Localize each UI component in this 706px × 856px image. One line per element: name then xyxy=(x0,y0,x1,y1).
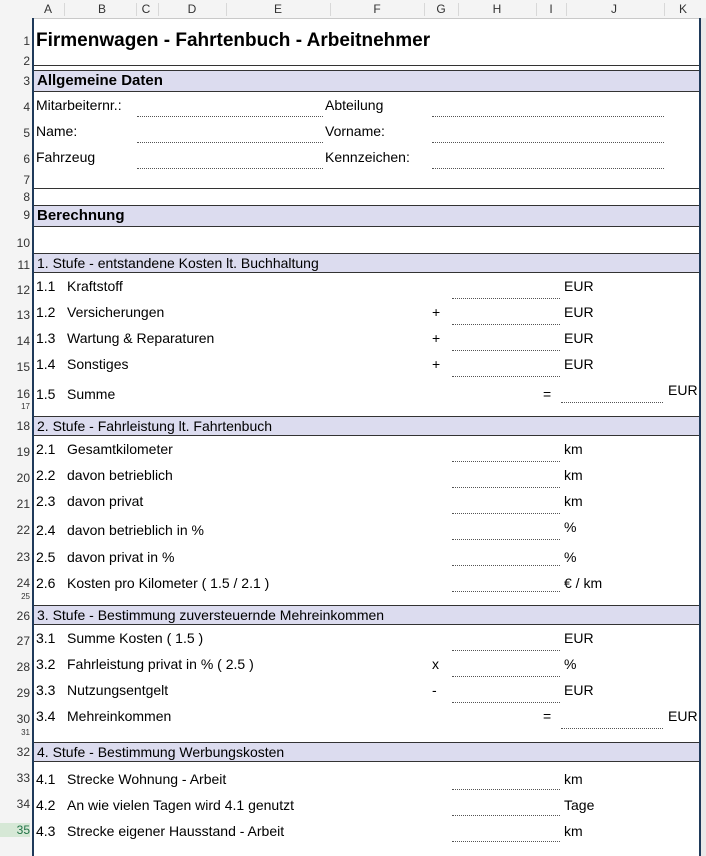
row-header[interactable]: 28 xyxy=(16,660,30,674)
item-label: Strecke Wohnung - Arbeit xyxy=(67,771,227,787)
item-label: davon betrieblich xyxy=(67,467,173,483)
vehicle-field[interactable] xyxy=(137,167,323,169)
column-divider xyxy=(566,3,567,16)
row-header[interactable]: 12 xyxy=(16,283,30,297)
item-unit: EUR xyxy=(564,330,594,346)
row-header[interactable]: 10 xyxy=(16,236,30,250)
item-number: 1.3 xyxy=(36,330,56,346)
row-header[interactable]: 24 xyxy=(16,576,30,590)
item-unit: % xyxy=(564,656,577,672)
row-header[interactable]: 2 xyxy=(23,54,30,68)
row-header[interactable]: 16 xyxy=(16,387,30,401)
column-divider xyxy=(226,3,227,16)
column-header-d[interactable]: D xyxy=(187,2,197,16)
item-unit: % xyxy=(564,549,577,565)
item-label: Kraftstoff xyxy=(67,278,123,294)
item-number: 4.2 xyxy=(36,797,56,813)
employee-no-field[interactable] xyxy=(137,115,323,117)
row-header[interactable]: 31 xyxy=(21,728,30,737)
plate-label: Kennzeichen: xyxy=(325,149,410,165)
value-field[interactable] xyxy=(452,701,560,703)
column-divider xyxy=(64,3,65,16)
column-header-g[interactable]: G xyxy=(436,2,446,16)
item-label: Wartung & Reparaturen xyxy=(67,330,215,346)
row-header[interactable]: 19 xyxy=(16,445,30,459)
item-number: 1.4 xyxy=(36,356,56,372)
row-header-bar xyxy=(0,18,33,856)
item-label: Summe Kosten ( 1.5 ) xyxy=(67,630,204,646)
row-header[interactable]: 11 xyxy=(17,258,30,272)
stage-title: 2. Stufe - Fahrleistung lt. Fahrtenbuch xyxy=(37,418,273,434)
item-number: 3.4 xyxy=(36,708,56,724)
result-field[interactable] xyxy=(561,727,663,729)
operator: + xyxy=(432,330,441,346)
row-header[interactable]: 17 xyxy=(21,402,30,411)
value-field[interactable] xyxy=(452,323,560,325)
item-label: Sonstiges xyxy=(67,356,129,372)
section-title: Berechnung xyxy=(37,207,125,224)
operator: = xyxy=(543,708,552,724)
column-header-bar xyxy=(0,0,706,19)
value-field[interactable] xyxy=(452,649,560,651)
page-title: Firmenwagen - Fahrtenbuch - Arbeitnehmer xyxy=(36,30,431,51)
scrollbar[interactable] xyxy=(701,18,706,856)
stage4-header xyxy=(34,742,699,762)
row-header[interactable]: 8 xyxy=(23,190,30,204)
row-header[interactable]: 34 xyxy=(16,797,30,811)
value-field[interactable] xyxy=(452,590,560,592)
divider xyxy=(34,65,699,66)
item-unit: km xyxy=(564,441,583,457)
column-header-b[interactable]: B xyxy=(97,2,107,16)
first-name-field[interactable] xyxy=(432,141,664,143)
item-unit: € / km xyxy=(564,575,603,591)
item-label: Fahrleistung privat in % ( 2.5 ) xyxy=(67,656,254,672)
row-header[interactable]: 15 xyxy=(16,360,30,374)
section-title: Allgemeine Daten xyxy=(37,72,163,89)
item-label: davon betrieblich in % xyxy=(67,522,204,538)
row-header[interactable]: 22 xyxy=(16,523,30,537)
row-header[interactable]: 26 xyxy=(16,609,30,623)
item-number: 2.4 xyxy=(36,522,56,538)
item-label: Kosten pro Kilometer ( 1.5 / 2.1 ) xyxy=(67,575,270,591)
item-label: davon privat in % xyxy=(67,549,175,565)
row-header[interactable]: 27 xyxy=(16,634,30,648)
operator: - xyxy=(432,682,437,698)
item-label: Mehreinkommen xyxy=(67,708,172,724)
item-label: An wie vielen Tagen wird 4.1 genutzt xyxy=(67,797,294,813)
value-field[interactable] xyxy=(452,538,560,540)
row-header[interactable]: 1 xyxy=(23,34,30,48)
row-header[interactable]: 4 xyxy=(23,100,30,114)
value-field[interactable] xyxy=(452,512,560,514)
stage2-header xyxy=(34,416,699,436)
item-number: 2.6 xyxy=(36,575,56,591)
row-header[interactable]: 9 xyxy=(23,208,30,222)
operator: + xyxy=(432,356,441,372)
column-header-h[interactable]: H xyxy=(492,2,502,16)
operator: = xyxy=(543,386,552,402)
item-number: 4.3 xyxy=(36,823,56,839)
column-divider xyxy=(158,3,159,16)
value-field[interactable] xyxy=(452,840,560,842)
item-unit: EUR xyxy=(668,382,698,398)
value-field[interactable] xyxy=(452,675,560,677)
value-field[interactable] xyxy=(452,564,560,566)
item-label: davon privat xyxy=(67,493,144,509)
column-header-k[interactable]: K xyxy=(678,2,688,16)
operator: x xyxy=(432,656,439,672)
column-header-j[interactable]: J xyxy=(611,2,617,16)
column-divider xyxy=(330,3,331,16)
column-divider xyxy=(664,3,665,16)
item-unit: km xyxy=(564,771,583,787)
row-header[interactable]: 13 xyxy=(16,308,30,322)
item-label: Strecke eigener Hausstand - Arbeit xyxy=(67,823,285,839)
stage3-header xyxy=(34,605,699,625)
item-unit: km xyxy=(564,493,583,509)
column-header-f[interactable]: F xyxy=(373,2,381,16)
item-number: 3.3 xyxy=(36,682,56,698)
item-unit: EUR xyxy=(668,708,698,724)
value-field[interactable] xyxy=(452,349,560,351)
item-number: 4.1 xyxy=(36,771,56,787)
name-field[interactable] xyxy=(137,141,323,143)
item-number: 1.5 xyxy=(36,386,56,402)
item-unit: % xyxy=(564,519,577,535)
item-unit: km xyxy=(564,467,583,483)
row-header[interactable]: 30 xyxy=(16,712,30,726)
department-label: Abteilung xyxy=(325,97,384,113)
column-divider xyxy=(536,3,537,16)
section-general-header xyxy=(34,70,699,92)
section-calculation-header xyxy=(34,205,699,227)
value-field[interactable] xyxy=(452,788,560,790)
row-header[interactable]: 7 xyxy=(23,173,30,187)
row-header[interactable]: 29 xyxy=(16,686,30,700)
operator: + xyxy=(432,304,441,320)
plate-field[interactable] xyxy=(432,167,664,169)
item-unit: EUR xyxy=(564,278,594,294)
row-header[interactable]: 20 xyxy=(16,471,30,485)
item-unit: km xyxy=(564,823,583,839)
row-header[interactable]: 32 xyxy=(16,745,30,759)
item-number: 1.2 xyxy=(36,304,56,320)
item-number: 2.2 xyxy=(36,467,56,483)
vehicle-label: Fahrzeug xyxy=(36,149,96,165)
column-divider xyxy=(424,3,425,16)
value-field[interactable] xyxy=(452,460,560,462)
stage-title: 4. Stufe - Bestimmung Werbungskosten xyxy=(37,744,285,760)
item-label: Nutzungsentgelt xyxy=(67,682,169,698)
column-header-c[interactable]: C xyxy=(141,2,151,16)
sheet-frame-left xyxy=(32,18,34,856)
item-unit: EUR xyxy=(564,356,594,372)
column-divider xyxy=(136,3,137,16)
item-unit: EUR xyxy=(564,682,594,698)
column-header-a[interactable]: A xyxy=(43,2,53,16)
value-field[interactable] xyxy=(452,375,560,377)
row-header[interactable]: 18 xyxy=(16,419,30,433)
row-header-selected[interactable]: 35 xyxy=(0,823,30,837)
row-header[interactable]: 33 xyxy=(16,771,30,785)
row-header[interactable]: 25 xyxy=(21,592,30,601)
department-field[interactable] xyxy=(432,115,664,117)
item-unit: Tage xyxy=(564,797,595,813)
item-number: 3.2 xyxy=(36,656,56,672)
item-number: 2.3 xyxy=(36,493,56,509)
stage-title: 3. Stufe - Bestimmung zuversteuernde Mehreinkommen xyxy=(37,607,385,623)
divider xyxy=(34,188,699,189)
sum-field[interactable] xyxy=(561,401,663,403)
column-header-i[interactable]: I xyxy=(549,2,553,16)
value-field[interactable] xyxy=(452,814,560,816)
name-label: Name: xyxy=(36,123,78,139)
row-header[interactable]: 14 xyxy=(16,334,30,348)
item-number: 2.1 xyxy=(36,441,56,457)
stage1-header xyxy=(34,253,699,273)
row-header[interactable]: 21 xyxy=(16,497,30,511)
stage-title: 1. Stufe - entstandene Kosten lt. Buchhaltung xyxy=(37,255,319,271)
item-unit: EUR xyxy=(564,630,594,646)
row-header[interactable]: 6 xyxy=(23,152,30,166)
item-label: Versicherungen xyxy=(67,304,165,320)
employee-no-label: Mitarbeiternr.: xyxy=(36,97,122,113)
row-header[interactable]: 23 xyxy=(16,550,30,564)
column-header-e[interactable]: E xyxy=(273,2,283,16)
item-label: Summe xyxy=(67,386,116,402)
item-label: Gesamtkilometer xyxy=(67,441,173,457)
item-number: 3.1 xyxy=(36,630,56,646)
first-name-label: Vorname: xyxy=(325,123,385,139)
column-divider xyxy=(458,3,459,16)
item-number: 1.1 xyxy=(36,278,56,294)
row-header[interactable]: 5 xyxy=(23,126,30,140)
value-field[interactable] xyxy=(452,297,560,299)
item-unit: EUR xyxy=(564,304,594,320)
value-field[interactable] xyxy=(452,486,560,488)
row-header[interactable]: 3 xyxy=(23,74,30,88)
item-number: 2.5 xyxy=(36,549,56,565)
